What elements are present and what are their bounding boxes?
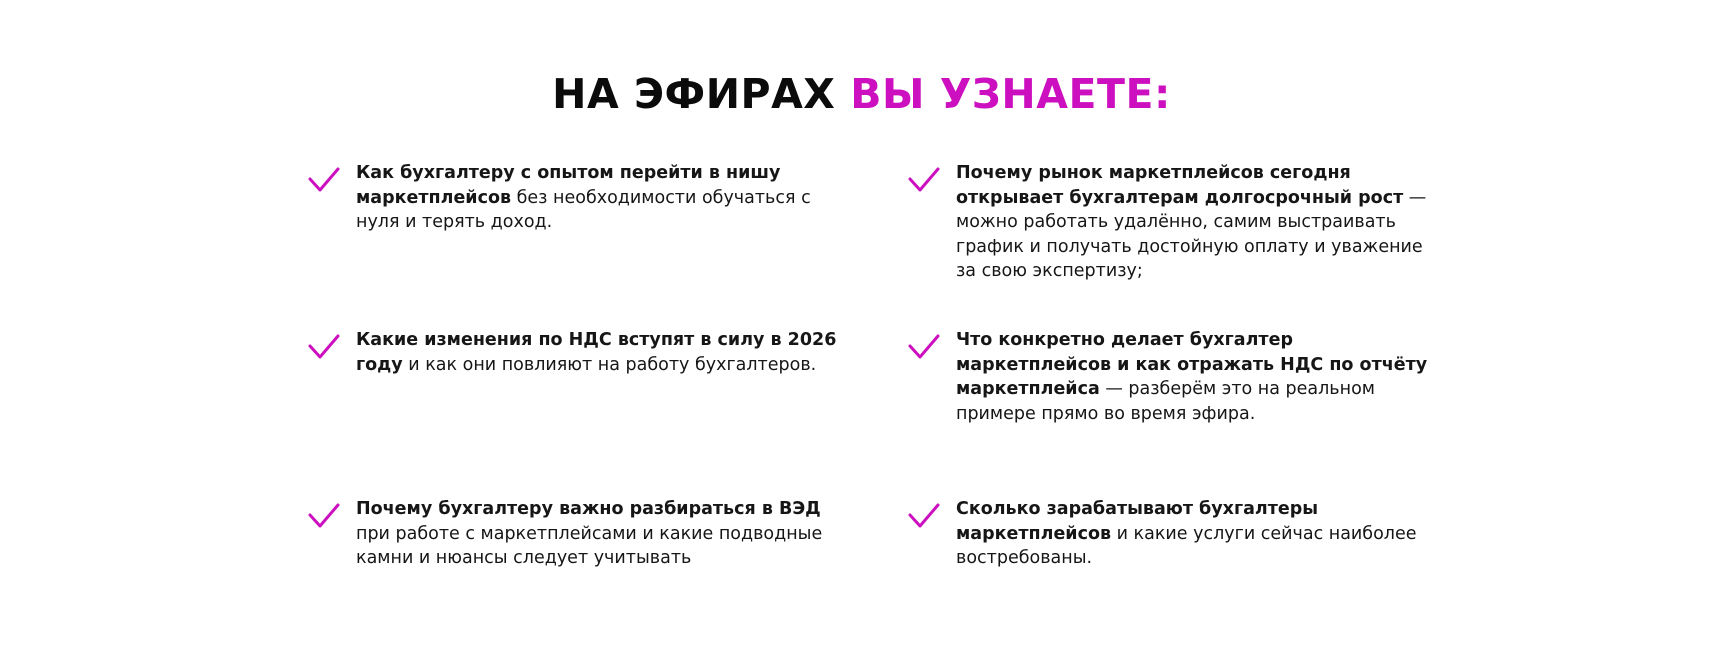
benefit-text — [956, 497, 1446, 571]
section-title-accent: ВЫ УЗНАЕТЕ: — [850, 70, 1171, 118]
benefit-text-bold: Почему рынок маркетплейсов сегодня открывает бухгалтерам долгосрочный рост — [956, 163, 1404, 208]
benefit-text-bold: Какие изменения по НДС вступят в силу в 2026 году — [356, 330, 837, 375]
benefit-text-rest: — можно работать удалённо, самим выстраивать график и получать достойную оплату и уважение за свою экспертизу; — [956, 187, 1427, 281]
section-title-main: НА ЭФИРАХ — [552, 70, 851, 118]
checkmark-icon — [308, 166, 340, 194]
benefit-text — [356, 497, 846, 571]
section-title — [0, 68, 1723, 120]
checkmark-icon — [908, 333, 940, 361]
benefit-text-rest: и как они повлияют на работу бухгалтеров. — [402, 354, 817, 375]
benefit-text-rest: — разберём это на реальном примере прямо во время эфира. — [956, 379, 1375, 424]
benefit-text-bold: Как бухгалтеру с опытом перейти в нишу маркетплейсов — [356, 163, 781, 208]
benefit-text — [956, 328, 1446, 426]
benefit-text-bold: Сколько зарабатывают бухгалтеры маркетплейсов — [956, 499, 1319, 544]
benefit-text-bold: Что конкретно делает бухгалтер маркетплейсов и как отражать НДС по отчёту маркетплейса — [956, 330, 1428, 399]
checkmark-icon — [308, 502, 340, 530]
checkmark-icon — [308, 333, 340, 361]
checkmark-icon — [908, 166, 940, 194]
benefit-text — [356, 161, 846, 235]
benefit-text-rest: без необходимости обучаться с нуля и терять доход. — [356, 187, 811, 232]
benefit-text-bold: Почему бухгалтеру важно разбираться в ВЭД — [356, 499, 821, 519]
benefit-text-rest: при работе с маркетплейсами и какие подводные камни и нюансы следует учитывать — [356, 523, 823, 568]
benefit-text — [956, 161, 1446, 284]
benefit-text — [356, 328, 846, 377]
checkmark-icon — [908, 502, 940, 530]
benefit-text-rest: и какие услуги сейчас наиболее востребованы. — [956, 523, 1417, 568]
